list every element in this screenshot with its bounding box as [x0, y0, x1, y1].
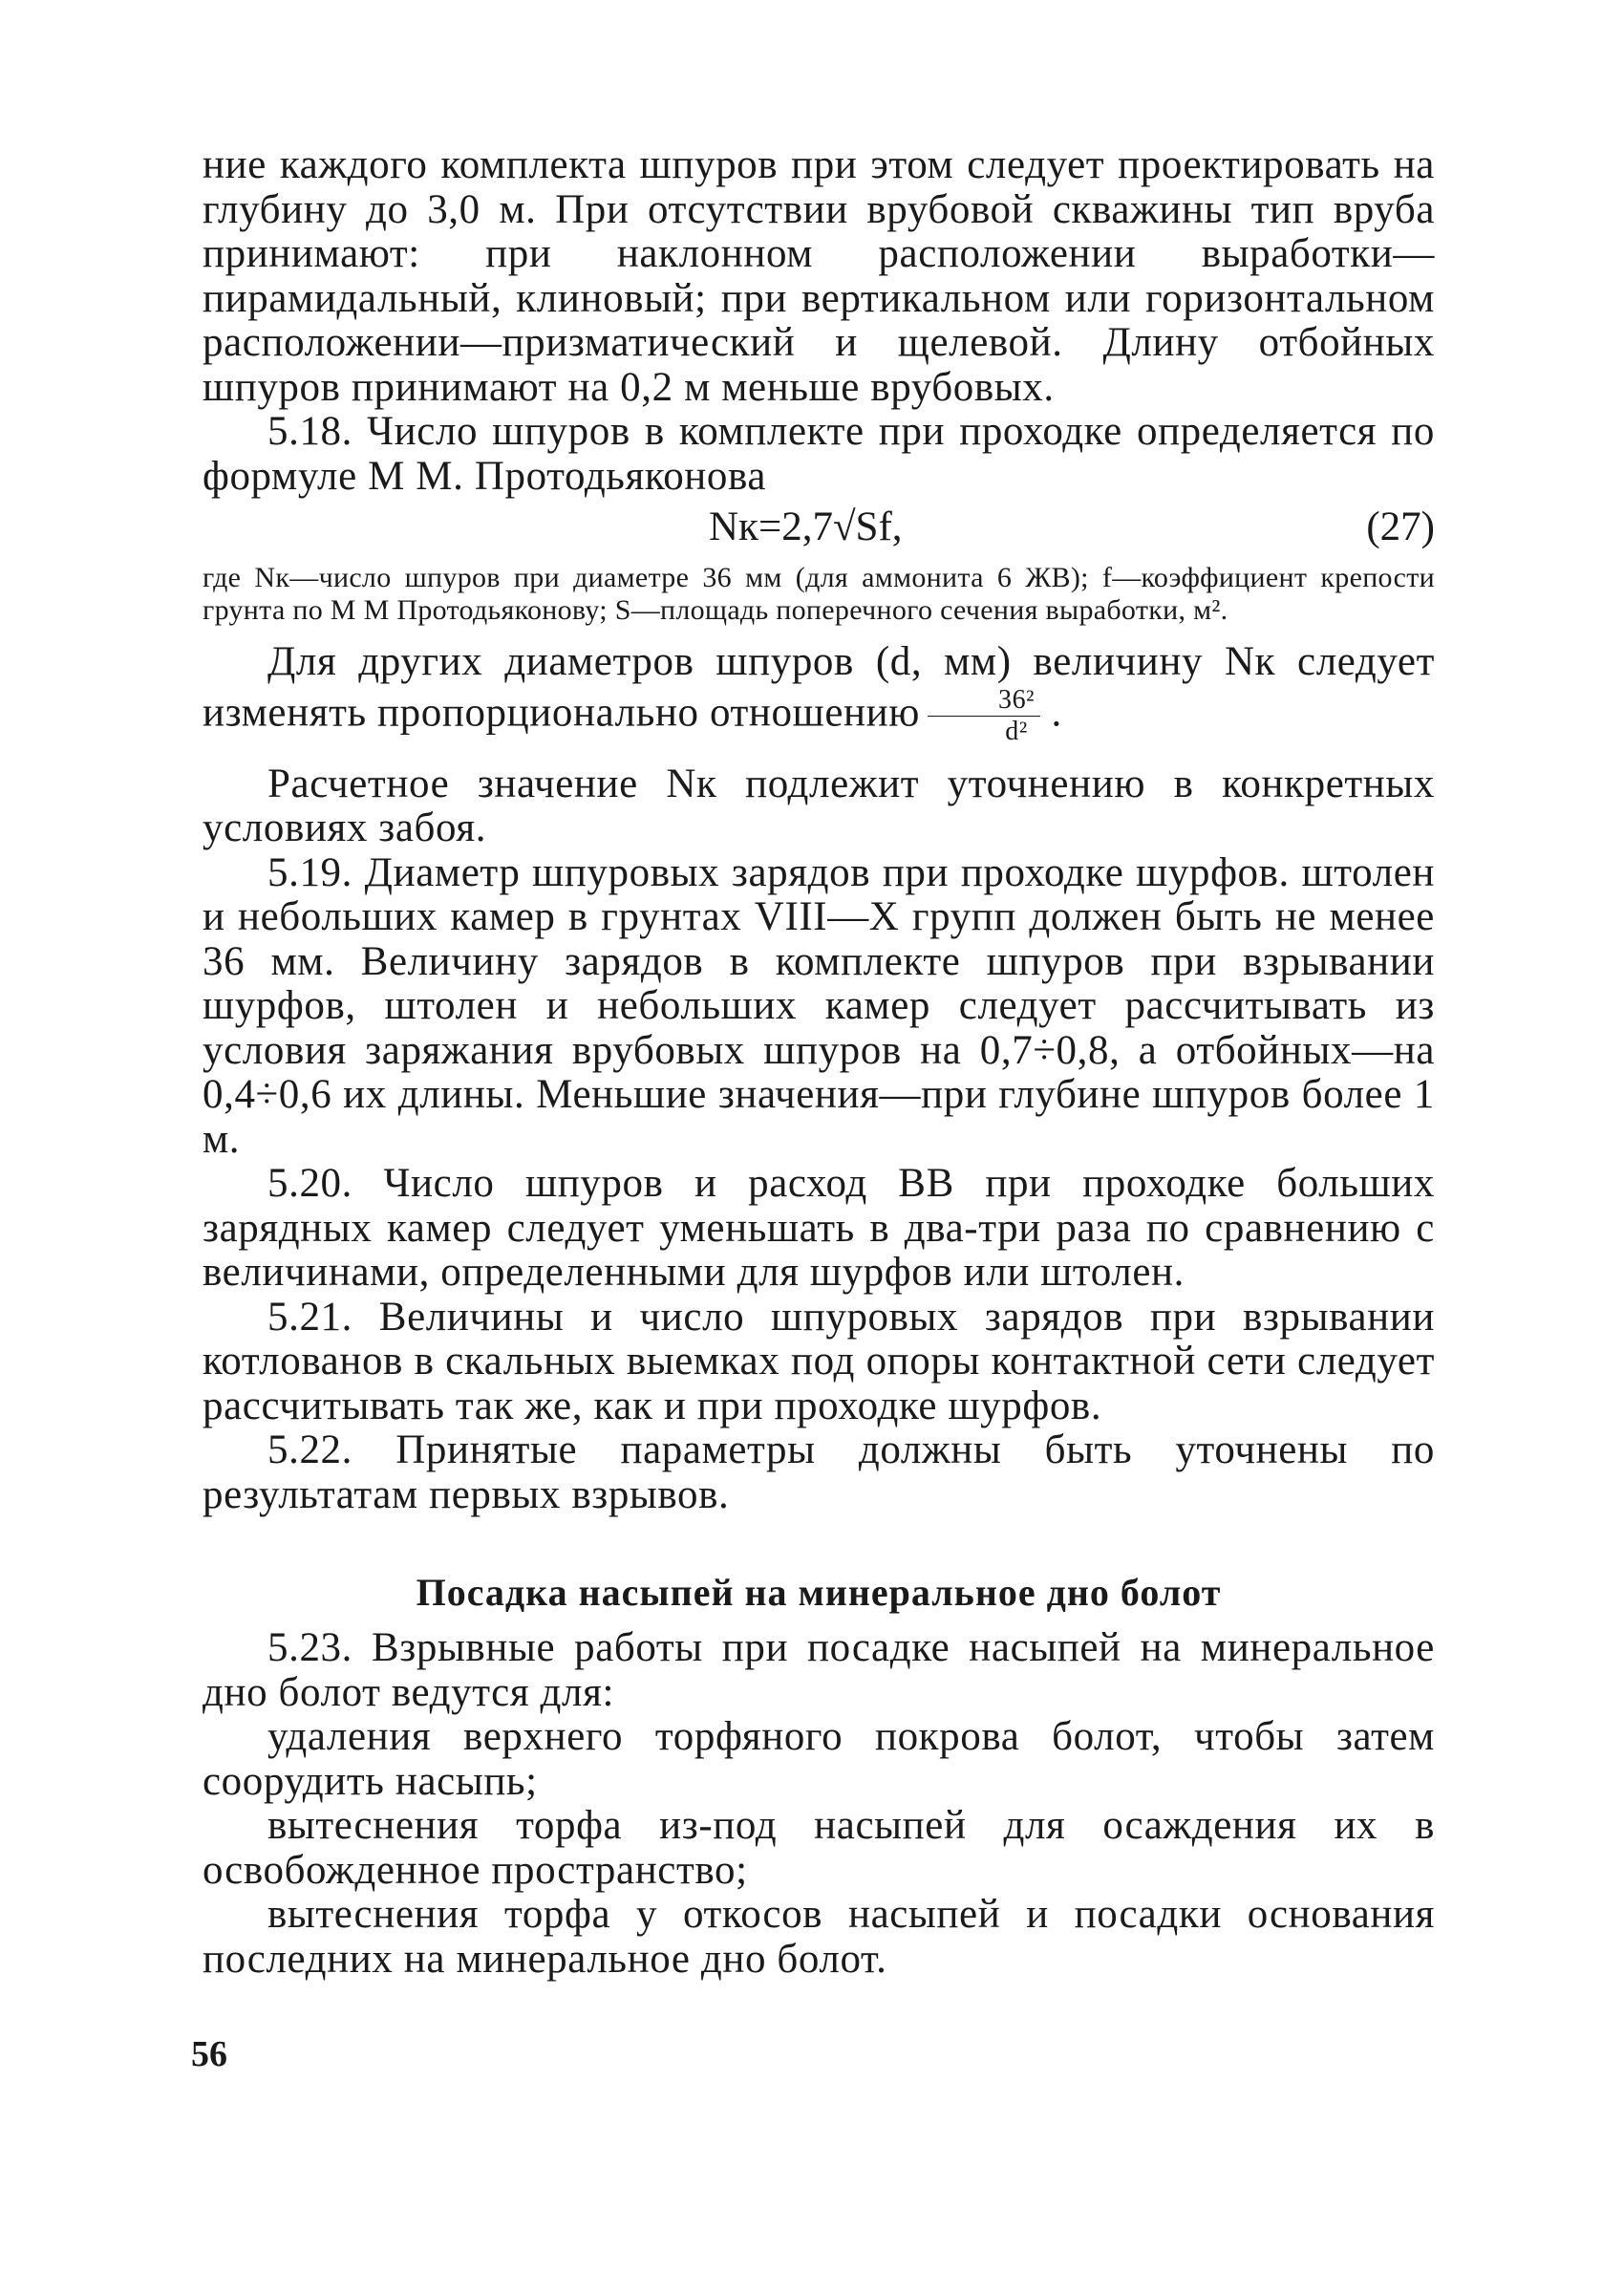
list-item-displacement: вытеснения торфа из-под насыпей для осаждения их в освобожденное пространство; [203, 1803, 1435, 1893]
formula-footnote: где Nк—число шпуров при диаметре 36 мм (для аммонита 6 ЖВ); f—коэффициент крепости грунта по М М Протодьяконову; S—площадь поперечного сечения выработки, м². [203, 562, 1435, 626]
paragraph-5-22: 5.22. Принятые параметры должны быть уточнены по результатам первых взрывов. [203, 1427, 1435, 1517]
text-column [203, 143, 1435, 1982]
fraction-numerator: 36² [928, 685, 1040, 717]
paragraph-5-20: 5.20. Число шпуров и расход ВВ при проходке больших зарядных камер следует уменьшать в два-три раза по сравнению с величинами, определенными для шурфов или штолен. [203, 1161, 1435, 1295]
section-heading: Посадка насыпей на минеральное дно болот [416, 1571, 1222, 1614]
fraction-denominator: d² [1005, 716, 1028, 746]
formula-expression: Nк=2,7√Sf, [709, 504, 903, 549]
ratio-fraction [928, 685, 1040, 747]
formula-27 [203, 499, 1435, 556]
paragraph-calculated-value: Расчетное значение Nк подлежит уточнению в конкретных условиях забоя. [203, 761, 1435, 850]
paragraph-5-21: 5.21. Величины и число шпуровых зарядов при взрывании котлованов в скальных выемках под опоры контактной сети следует рассчитывать так же, как и при проходке шурфов. [203, 1294, 1435, 1428]
paragraph-5-18: 5.18. Число шпуров в комплекте при проходке определяется по формуле М М. Протодьяконова [203, 409, 1435, 499]
formula-number: (27) [1366, 504, 1435, 549]
paragraph-diameters: Для других диаметров шпуров (d, мм) величину Nк следует изменять пропорционально отношению $\frac{\text{36²}}{\text{d²}}$ . [203, 639, 1435, 746]
page-number: 56 [191, 2034, 227, 2074]
paragraph-5-23: 5.23. Взрывные работы при посадке насыпей на минеральное дно болот ведутся для: [203, 1625, 1435, 1715]
paragraph-diameters-text: Для других диаметров шпуров (d, мм) величину Nк следует изменять пропорционально отношению [203, 639, 1435, 735]
paragraph-5-19: 5.19. Диаметр шпуровых зарядов при проходке шурфов. штолен и небольших камер в грунтах VIII—X групп должен быть не менее 36 мм. Величину зарядов в комплекте шпуров при взрывании шурфов, штолен и небольших камер следует рассчитывать из условия заряжания врубовых шпуров на 0,7÷0,8, а отбойных—на 0,4÷0,6 их длины. Меньшие значения—при глубине шпуров более 1 м. [203, 849, 1435, 1162]
paragraph-continued: ние каждого комплекта шпуров при этом следует проектировать на глубину до 3,0 м. При отсутствии врубовой скважины тип вруба принимают: при наклонном расположении выработки—пирамидальный, клиновый; при вертикальном или горизонтальном расположении—призматический и щелевой. Длину отбойных шпуров принимают на 0,2 м меньше врубовых. [203, 142, 1435, 410]
list-item-removal: удаления верхнего торфяного покрова болот, чтобы затем соорудить насыпь; [203, 1714, 1435, 1804]
list-item-slopes: вытеснения торфа у откосов насыпей и посадки основания последних на минеральное дно болот. [203, 1892, 1435, 1982]
